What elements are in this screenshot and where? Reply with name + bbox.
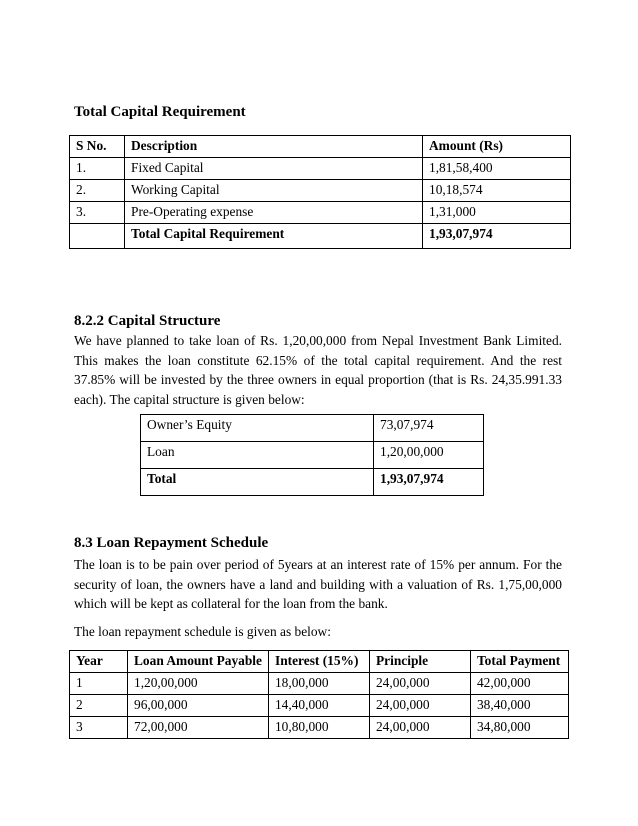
cell-loan-amount: 72,00,000 <box>128 717 269 739</box>
header-interest: Interest (15%) <box>268 651 369 673</box>
cell-sno: 1. <box>70 158 125 180</box>
header-amount: Amount (Rs) <box>423 136 571 158</box>
table-row <box>70 158 571 180</box>
cell-description: Fixed Capital <box>125 158 423 180</box>
cell-amount: 10,18,574 <box>423 180 571 202</box>
capital-structure-paragraph: We have planned to take loan of Rs. 1,20,00,000 from Nepal Investment Bank Limited. This makes the loan constitute 62.15% of the total capital requirement. And the rest 37.85% will be invested by the three owners in equal proportion (that is Rs. 24,35.991.33 each). The capital structure is given below: <box>74 333 562 407</box>
cell-loan-amount: 1,20,00,000 <box>128 673 269 695</box>
cell-total-payment: 42,00,000 <box>470 673 568 695</box>
header-sno: S No. <box>70 136 125 158</box>
cell-amount: 1,31,000 <box>423 202 571 224</box>
table-row <box>141 442 484 469</box>
loan-repayment-heading: 8.3 Loan Repayment Schedule <box>74 535 269 551</box>
cell-interest: 14,40,000 <box>268 695 369 717</box>
loan-paragraph: The loan is to be pain over period of 5years at an interest rate of 15% per annum. For the security of loan, the owners have a land and building with a valuation of Rs. 1,75,00,000 which will be kept as collateral for the loan from the bank. <box>74 557 562 611</box>
cell-principle: 24,00,000 <box>369 673 470 695</box>
total-label: Total Capital Requirement <box>125 224 423 249</box>
table-row <box>141 415 484 442</box>
table-row <box>70 180 571 202</box>
cell-amount: 1,20,00,000 <box>374 442 484 469</box>
loan-repayment-table <box>69 650 569 739</box>
cell-interest: 18,00,000 <box>268 673 369 695</box>
total-row <box>141 469 484 496</box>
cell-loan-amount: 96,00,000 <box>128 695 269 717</box>
capital-structure-table <box>140 414 484 496</box>
total-capital-heading: Total Capital Requirement <box>74 104 246 120</box>
cell-total-payment: 34,80,000 <box>470 717 568 739</box>
cell-year: 3 <box>70 717 128 739</box>
capital-structure-heading: 8.2.2 Capital Structure <box>74 313 221 329</box>
cell-principle: 24,00,000 <box>369 717 470 739</box>
cell-sno <box>70 224 125 249</box>
cell-description: Working Capital <box>125 180 423 202</box>
cell-year: 2 <box>70 695 128 717</box>
cell-sno: 2. <box>70 180 125 202</box>
table-row <box>70 202 571 224</box>
cell-label: Loan <box>141 442 374 469</box>
table-row <box>70 717 569 739</box>
header-total-payment: Total Payment <box>470 651 568 673</box>
table-header-row <box>70 651 569 673</box>
table-row <box>70 695 569 717</box>
capital-requirement-table <box>69 135 571 249</box>
cell-interest: 10,80,000 <box>268 717 369 739</box>
cell-amount: 1,81,58,400 <box>423 158 571 180</box>
total-amount: 1,93,07,974 <box>423 224 571 249</box>
cell-description: Pre-Operating expense <box>125 202 423 224</box>
header-year: Year <box>70 651 128 673</box>
cell-year: 1 <box>70 673 128 695</box>
cell-amount: 73,07,974 <box>374 415 484 442</box>
schedule-intro: The loan repayment schedule is given as below: <box>74 624 331 639</box>
table-header-row <box>70 136 571 158</box>
cell-principle: 24,00,000 <box>369 695 470 717</box>
total-label: Total <box>141 469 374 496</box>
cell-total-payment: 38,40,000 <box>470 695 568 717</box>
header-principle: Principle <box>369 651 470 673</box>
total-amount: 1,93,07,974 <box>374 469 484 496</box>
header-description: Description <box>125 136 423 158</box>
cell-label: Owner’s Equity <box>141 415 374 442</box>
table-row <box>70 673 569 695</box>
header-loan-amount: Loan Amount Payable <box>128 651 269 673</box>
cell-sno: 3. <box>70 202 125 224</box>
total-row <box>70 224 571 249</box>
